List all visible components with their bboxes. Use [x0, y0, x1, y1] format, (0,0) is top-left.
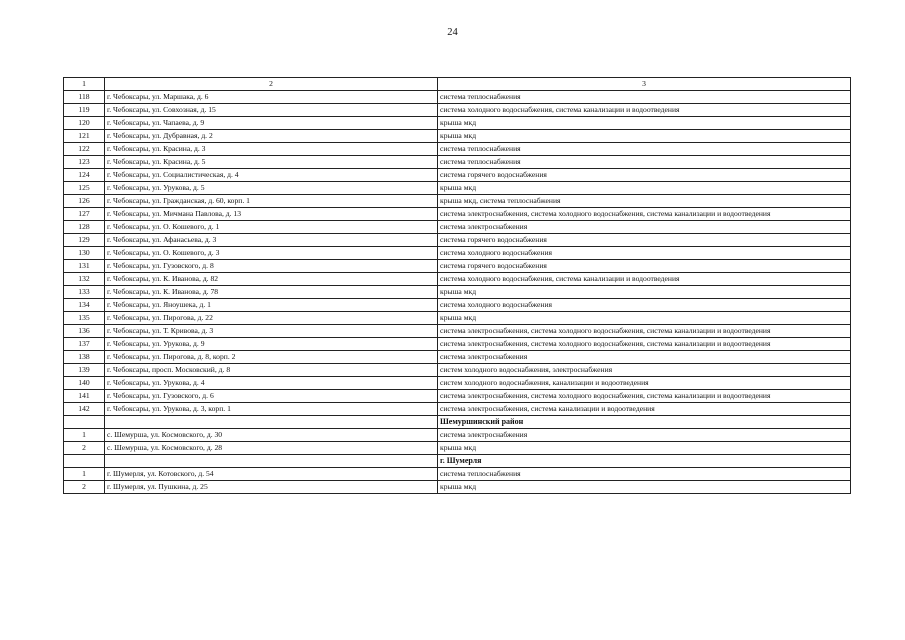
row-address: с. Шемурша, ул. Космовского, д. 28 — [105, 442, 438, 455]
table-row — [64, 260, 851, 273]
row-number: 137 — [64, 338, 105, 351]
section-row-shemurshinsky — [64, 416, 851, 429]
row-address: г. Чебоксары, ул. К. Иванова, д. 82 — [105, 273, 438, 286]
row-number: 134 — [64, 299, 105, 312]
row-address: г. Чебоксары, ул. Урукова, д. 3, корп. 1 — [105, 403, 438, 416]
row-systems: система электроснабжения — [438, 351, 851, 364]
row-systems: система электроснабжения, система холодного водоснабжения, система канализации и водоотведения — [438, 338, 851, 351]
table-header-row — [64, 78, 851, 91]
row-number: 128 — [64, 221, 105, 234]
row-systems: крыша мкд — [438, 182, 851, 195]
row-address: г. Чебоксары, ул. Чапаева, д. 9 — [105, 117, 438, 130]
row-systems: система горячего водоснабжения — [438, 169, 851, 182]
table-row — [64, 273, 851, 286]
row-number: 124 — [64, 169, 105, 182]
row-number: 131 — [64, 260, 105, 273]
row-address: г. Чебоксары, ул. Мичмана Павлова, д. 13 — [105, 208, 438, 221]
row-number: 127 — [64, 208, 105, 221]
table-row — [64, 429, 851, 442]
table-row — [64, 338, 851, 351]
table-row — [64, 377, 851, 390]
header-cell-1: 1 — [64, 78, 105, 91]
header-cell-3: 3 — [438, 78, 851, 91]
table-row — [64, 325, 851, 338]
row-systems: крыша мкд, система теплоснабжения — [438, 195, 851, 208]
row-systems: система теплоснабжения — [438, 91, 851, 104]
section-empty-cell — [64, 455, 105, 468]
table-row — [64, 442, 851, 455]
registry-table — [63, 77, 851, 494]
row-number: 126 — [64, 195, 105, 208]
row-number: 125 — [64, 182, 105, 195]
row-systems: система электроснабжения, система холодного водоснабжения, система канализации и водоотведения — [438, 325, 851, 338]
row-number: 119 — [64, 104, 105, 117]
row-number: 129 — [64, 234, 105, 247]
row-systems: система теплоснабжения — [438, 468, 851, 481]
row-systems: система электроснабжения — [438, 429, 851, 442]
row-number: 142 — [64, 403, 105, 416]
row-address: г. Чебоксары, ул. Совхозная, д. 15 — [105, 104, 438, 117]
table-row — [64, 104, 851, 117]
row-number: 122 — [64, 143, 105, 156]
table-row — [64, 195, 851, 208]
row-number: 1 — [64, 429, 105, 442]
table-row — [64, 169, 851, 182]
row-address: г. Чебоксары, ул. Красина, д. 3 — [105, 143, 438, 156]
row-systems: система теплоснабжения — [438, 143, 851, 156]
row-systems: система электроснабжения — [438, 221, 851, 234]
table-row — [64, 117, 851, 130]
row-systems: система холодного водоснабжения — [438, 247, 851, 260]
table-row — [64, 221, 851, 234]
row-systems: крыша мкд — [438, 312, 851, 325]
row-number: 118 — [64, 91, 105, 104]
table-row — [64, 182, 851, 195]
row-address: г. Чебоксары, ул. Пирогова, д. 8, корп. 2 — [105, 351, 438, 364]
row-systems: систем холодного водоснабжения, электроснабжения — [438, 364, 851, 377]
row-systems: крыша мкд — [438, 130, 851, 143]
row-address: г. Чебоксары, ул. Яноушека, д. 1 — [105, 299, 438, 312]
table-row — [64, 403, 851, 416]
page-number: 24 — [447, 27, 458, 38]
table-row — [64, 234, 851, 247]
table-row — [64, 208, 851, 221]
row-address: г. Чебоксары, ул. Урукова, д. 4 — [105, 377, 438, 390]
row-number: 139 — [64, 364, 105, 377]
row-systems: система холодного водоснабжения, система канализации и водоотведения — [438, 273, 851, 286]
row-address: г. Чебоксары, ул. О. Кошевого, д. 3 — [105, 247, 438, 260]
row-address: г. Чебоксары, ул. Т. Кривова, д. 3 — [105, 325, 438, 338]
row-address: г. Чебоксары, ул. Пирогова, д. 22 — [105, 312, 438, 325]
row-number: 1 — [64, 468, 105, 481]
row-number: 140 — [64, 377, 105, 390]
row-systems: система теплоснабжения — [438, 156, 851, 169]
row-systems: система электроснабжения, система канализации и водоотведения — [438, 403, 851, 416]
table-row — [64, 299, 851, 312]
row-systems: система горячего водоснабжения — [438, 234, 851, 247]
row-address: с. Шемурша, ул. Космовского, д. 30 — [105, 429, 438, 442]
table-row — [64, 364, 851, 377]
table-row — [64, 468, 851, 481]
row-address: г. Чебоксары, ул. Урукова, д. 9 — [105, 338, 438, 351]
table-row — [64, 312, 851, 325]
row-number: 121 — [64, 130, 105, 143]
row-systems: крыша мкд — [438, 481, 851, 494]
row-systems: система холодного водоснабжения, система канализации и водоотведения — [438, 104, 851, 117]
row-number: 130 — [64, 247, 105, 260]
row-address: г. Чебоксары, ул. Урукова, д. 5 — [105, 182, 438, 195]
row-address: г. Чебоксары, ул. Гузовского, д. 8 — [105, 260, 438, 273]
header-cell-2: 2 — [105, 78, 438, 91]
row-address: г. Чебоксары, ул. О. Кошевого, д. 1 — [105, 221, 438, 234]
table-row — [64, 351, 851, 364]
row-address: г. Чебоксары, ул. Дубравная, д. 2 — [105, 130, 438, 143]
section-empty-cell — [64, 416, 105, 429]
table-row — [64, 390, 851, 403]
row-number: 136 — [64, 325, 105, 338]
table-row — [64, 286, 851, 299]
row-number: 133 — [64, 286, 105, 299]
table-row — [64, 143, 851, 156]
table-row — [64, 247, 851, 260]
row-address: г. Чебоксары, ул. Маршака, д. 6 — [105, 91, 438, 104]
row-systems: крыша мкд — [438, 286, 851, 299]
row-systems: система электроснабжения, система холодного водоснабжения, система канализации и водоотведения — [438, 390, 851, 403]
section-row-shumerlya — [64, 455, 851, 468]
section-title: Шемуршинский район — [438, 416, 851, 429]
row-number: 138 — [64, 351, 105, 364]
row-number: 2 — [64, 481, 105, 494]
row-systems: крыша мкд — [438, 117, 851, 130]
row-address: г. Чебоксары, ул. Гузовского, д. 6 — [105, 390, 438, 403]
row-number: 132 — [64, 273, 105, 286]
row-systems: систем холодного водоснабжения, канализации и водоотведения — [438, 377, 851, 390]
table-row — [64, 91, 851, 104]
table-row — [64, 481, 851, 494]
section-empty-cell — [105, 416, 438, 429]
table-row — [64, 156, 851, 169]
row-address: г. Шумерля, ул. Пушкина, д. 25 — [105, 481, 438, 494]
row-address: г. Чебоксары, ул. Афанасьева, д. 3 — [105, 234, 438, 247]
section-empty-cell — [105, 455, 438, 468]
row-number: 135 — [64, 312, 105, 325]
row-address: г. Шумерля, ул. Котовского, д. 54 — [105, 468, 438, 481]
row-systems: система электроснабжения, система холодного водоснабжения, система канализации и водоотведения — [438, 208, 851, 221]
row-number: 120 — [64, 117, 105, 130]
row-systems: система холодного водоснабжения — [438, 299, 851, 312]
row-systems: крыша мкд — [438, 442, 851, 455]
row-number: 2 — [64, 442, 105, 455]
row-address: г. Чебоксары, ул. Гражданская, д. 60, корп. 1 — [105, 195, 438, 208]
row-address: г. Чебоксары, ул. Красина, д. 5 — [105, 156, 438, 169]
row-systems: система горячего водоснабжения — [438, 260, 851, 273]
row-number: 141 — [64, 390, 105, 403]
row-number: 123 — [64, 156, 105, 169]
row-address: г. Чебоксары, ул. К. Иванова, д. 78 — [105, 286, 438, 299]
row-address: г. Чебоксары, просп. Московский, д. 8 — [105, 364, 438, 377]
section-title: г. Шумерля — [438, 455, 851, 468]
table-row — [64, 130, 851, 143]
row-address: г. Чебоксары, ул. Социалистическая, д. 4 — [105, 169, 438, 182]
